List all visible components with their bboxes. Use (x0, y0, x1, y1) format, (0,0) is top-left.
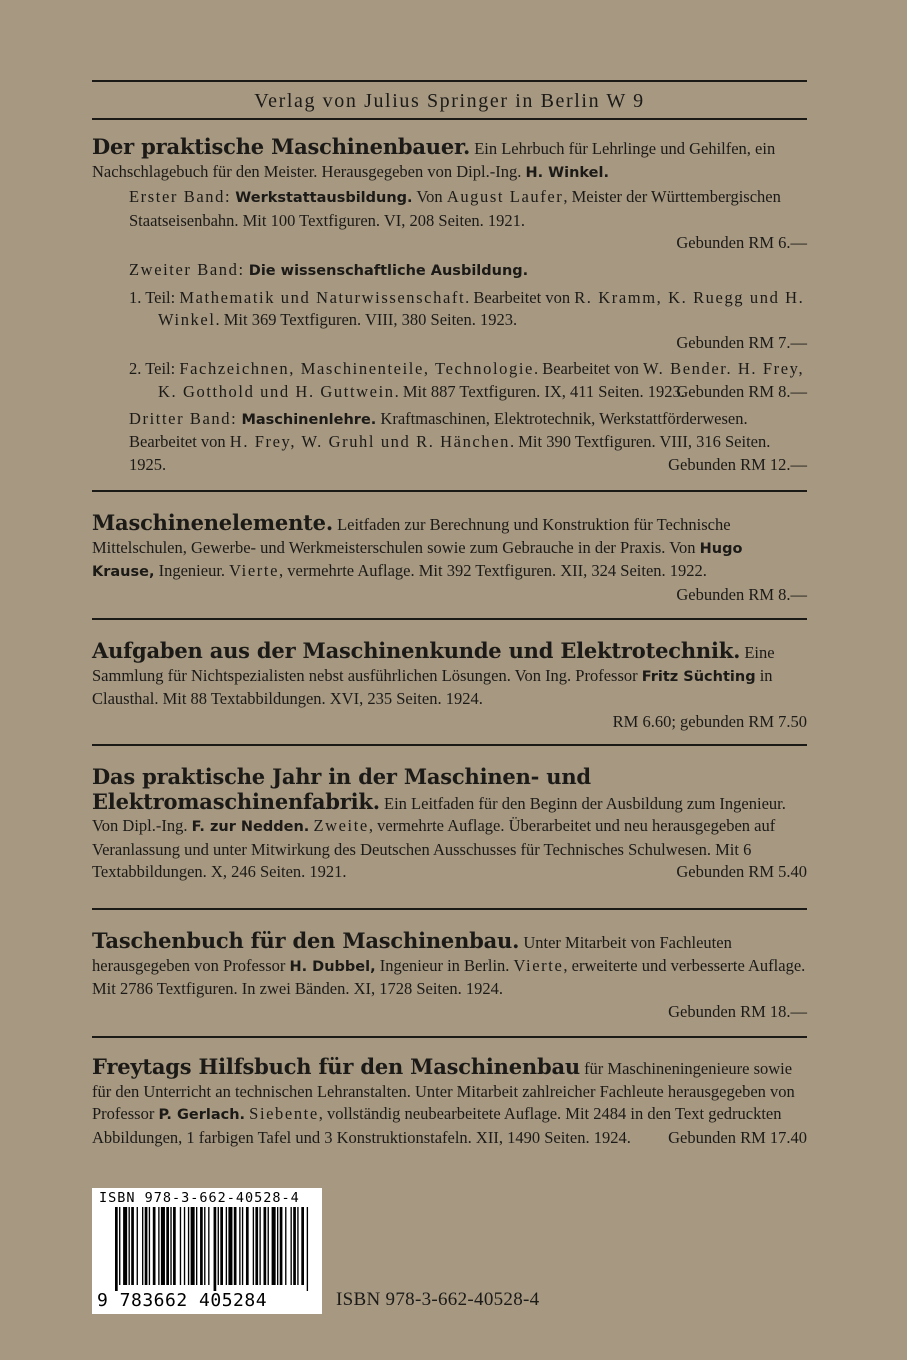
part-details: . Mit 887 Textfiguren. IX, 411 Seiten. 1923. (394, 381, 685, 401)
isbn-text: ISBN 978-3-662-40528-4 (336, 1289, 540, 1310)
section-divider (92, 1036, 807, 1038)
entry-description: Ein Lehrbuch für Lehrlinge und Gehilfen, ein Nachschlagebuch für den Meister. Herausgegeben von Dipl.-Ing. (92, 139, 776, 181)
barcode-bar (129, 1207, 130, 1285)
part-subject: Fachzeichnen, Maschinenteile, Technologie (179, 359, 534, 379)
entry-text: Ingenieur. (154, 561, 230, 581)
barcode-bar (218, 1207, 219, 1285)
barcode-bar (280, 1207, 283, 1285)
author-name: Fritz Süchting (641, 668, 756, 685)
volume-title: Maschinenlehre. (241, 411, 377, 428)
entry-title: Maschinenelemente. (92, 510, 333, 535)
author-name: P. Gerlach. (158, 1107, 246, 1124)
section-divider (92, 744, 807, 746)
barcode-bar (255, 1207, 258, 1285)
publisher-header: Verlag von Julius Springer in Berlin W 9 (254, 90, 645, 112)
barcode-bar (188, 1207, 189, 1285)
barcode-bar (166, 1207, 169, 1285)
volume-label: Zweiter Band: (129, 259, 245, 279)
part-text: . Bearbeitet von (465, 287, 575, 307)
part-label: 2. Teil: (129, 359, 176, 379)
volume-details: . Mit 390 Textfiguren. VIII, 316 Seiten. 1925. (129, 432, 771, 474)
barcode-bar (149, 1207, 150, 1285)
barcode-bar (131, 1207, 134, 1285)
barcode-bar (184, 1207, 185, 1285)
barcode-bar (196, 1207, 197, 1285)
entry-price: Gebunden RM 5.40 (676, 862, 807, 882)
barcode-bar (145, 1207, 148, 1285)
section-divider (92, 490, 807, 492)
author-name: F. zur Nedden. (191, 819, 310, 836)
barcode-bar (253, 1207, 254, 1285)
barcode-bar (246, 1207, 249, 1285)
entry-freytags-hilfsbuch (92, 1056, 807, 1149)
volume-price: Gebunden RM 12.— (668, 454, 807, 474)
barcode-bar (191, 1207, 195, 1285)
volume-authors: H. Frey, W. Gruhl und R. Hänchen (229, 432, 510, 452)
barcode-bar (208, 1207, 209, 1285)
editor-name: H. Winkel. (525, 164, 609, 181)
entry-description: Ein Leitfaden für den Beginn der Ausbildung zum Ingenieur. Von Dipl.-Ing. (92, 793, 786, 836)
barcode-bar (173, 1207, 176, 1285)
part-subject: Mathematik und Naturwissenschaft (179, 287, 466, 307)
entry-title: Aufgaben aus der Maschinenkunde und Elektrotechnik. (92, 638, 741, 663)
part-price: Gebunden RM 7.— (676, 332, 807, 352)
volume-label: Dritter Band: (129, 408, 238, 428)
entry-title: Das praktische Jahr in der Maschinen- und Elektromaschinenfabrik. (92, 764, 591, 814)
entry-aufgaben (92, 640, 807, 733)
volume-label: Erster Band: (129, 187, 232, 207)
barcode-bar (170, 1207, 171, 1285)
barcode-bar (297, 1207, 298, 1285)
barcode-bar (180, 1207, 181, 1285)
part-label: 1. Teil: (129, 287, 176, 307)
entry-text: Ingenieur in Berlin. (375, 955, 514, 975)
barcode-bar (200, 1207, 203, 1285)
barcode-bar (264, 1207, 267, 1285)
entry-details: , vermehrte Auflage. Mit 392 Textfiguren. XII, 324 Seiten. 1922. (279, 561, 707, 581)
edition-label: Vierte (229, 561, 279, 581)
entry-title: Freytags Hilfsbuch für den Maschinenbau (92, 1054, 580, 1079)
barcode-bar (204, 1207, 205, 1285)
edition-label: Zweite (313, 816, 369, 836)
entry-price: Gebunden RM 8.— (676, 584, 807, 604)
entry-details: , erweiterte und verbesserte Auflage. Mit 2786 Textfiguren. In zwei Bänden. XI, 1728 Seiten. 1924. (92, 955, 806, 999)
barcode-bar (239, 1207, 240, 1285)
entry-title: Taschenbuch für den Maschinenbau. (92, 928, 520, 953)
barcode-bar (220, 1207, 223, 1285)
part-details: . Mit 369 Textfiguren. VIII, 380 Seiten. 1923. (215, 310, 518, 330)
volume-title: Die wissenschaftliche Ausbildung. (248, 262, 529, 279)
volume-details: , Meister der Württembergischen Staatseisenbahn. Mit 100 Textfiguren. VI, 208 Seiten. 1921. (129, 187, 781, 230)
entry-details: , vollständig neubearbeitete Auflage. Mit 2484 in den Text gedruckten Abbildungen, 1 farbigen Tafel und 3 Konstruktionstafeln. XII, 1490 Seiten. 1924. (92, 1104, 782, 1147)
entry-praktische-jahr (92, 766, 807, 884)
barcode-bar (119, 1207, 120, 1285)
barcode-bar (285, 1207, 286, 1285)
barcode-bar (228, 1207, 232, 1285)
top-rule (92, 80, 807, 82)
barcode-bar (158, 1207, 159, 1285)
volume-text: Kraftmaschinen, Elektrotechnik, Werkstattförderwesen. Bearbeitet von (129, 408, 748, 452)
barcode-bar (214, 1207, 217, 1291)
entry-description: für Maschineningenieure sowie für den Unterricht an technischen Lehranstalten. Unter Mitarbeit zahlreicher Fachleute herausgegeben von Professor (92, 1059, 795, 1124)
entry-description: Eine Sammlung für Nichtspezialisten nebst ausführlichen Lösungen. Von Ing. Professor (92, 643, 775, 685)
barcode-bar (153, 1207, 156, 1285)
author-name: H. Dubbel, (289, 958, 376, 975)
barcode-bars (115, 1207, 311, 1291)
section-divider (92, 908, 807, 910)
part-authors: W. Bender. H. Frey, K. Gotthold und H. Guttwein (158, 359, 805, 401)
section-divider (92, 618, 807, 620)
volume-text: Von (412, 187, 447, 207)
part-price: Gebunden RM 8.— (676, 381, 807, 401)
barcode-bar (123, 1207, 127, 1285)
entry-description: Leitfaden zur Berechnung und Konstruktion für Technische Mittelschulen, Gewerbe- und Werkmeisterschulen sowie zum Gebrauche in der Praxis. Von (92, 515, 731, 557)
edition-label: Siebente (249, 1104, 319, 1124)
barcode-bar (293, 1207, 296, 1285)
barcode-bar (268, 1207, 269, 1285)
entry-price: RM 6.60; gebunden RM 7.50 (612, 711, 807, 731)
barcode-bar (277, 1207, 278, 1285)
barcode-bar (226, 1207, 227, 1285)
volume-title: Werkstattausbildung. (235, 190, 413, 207)
entry-details: in Clausthal. Mit 88 Textabbildungen. XVI, 235 Seiten. 1924. (92, 665, 773, 709)
barcode-bar (291, 1207, 292, 1285)
author-name: Hugo Krause, (92, 540, 743, 581)
barcode-bar (301, 1207, 304, 1285)
edition-label: Vierte (513, 955, 564, 975)
barcode-bar (259, 1207, 260, 1285)
barcode-bar (137, 1207, 138, 1285)
entry-title: Der praktische Maschinenbauer. (92, 134, 471, 159)
barcode-bar (272, 1207, 276, 1285)
barcode-bar (142, 1207, 143, 1285)
isbn-barcode (92, 1188, 322, 1314)
entry-price: Gebunden RM 17.40 (668, 1127, 807, 1147)
part-authors: R. Kramm, K. Ruegg und H. Winkel (158, 287, 805, 330)
barcode-bar (242, 1207, 243, 1285)
barcode-digits: 9 783662 405284 (97, 1290, 268, 1311)
entry-taschenbuch (92, 930, 807, 1023)
entry-maschinenelemente (92, 512, 807, 606)
barcode-isbn-label: ISBN 978-3-662-40528-4 (99, 1190, 300, 1206)
barcode-bar (234, 1207, 237, 1285)
volume-price: Gebunden RM 6.— (676, 233, 807, 253)
barcode-bar (161, 1207, 165, 1285)
barcode-bar (115, 1207, 118, 1291)
entry-praktische-maschinenbauer (92, 136, 807, 476)
barcode-bar (307, 1207, 308, 1291)
entry-details: , vermehrte Auflage. Überarbeitet und neu herausgegeben auf Veranlassung und unter Mitwirkung des Deutschen Ausschusses für Technisches Schulwesen. Mit 6 Textabbildungen. X, 246 Seiten. 1921. (92, 816, 776, 882)
header-rule (92, 118, 807, 120)
entry-description: Unter Mitarbeit von Fachleuten herausgegeben von Professor (92, 933, 732, 975)
part-text: . Bearbeitet von (533, 359, 644, 379)
entry-price: Gebunden RM 18.— (668, 1001, 807, 1021)
volume-author: August Laufer (446, 187, 564, 207)
